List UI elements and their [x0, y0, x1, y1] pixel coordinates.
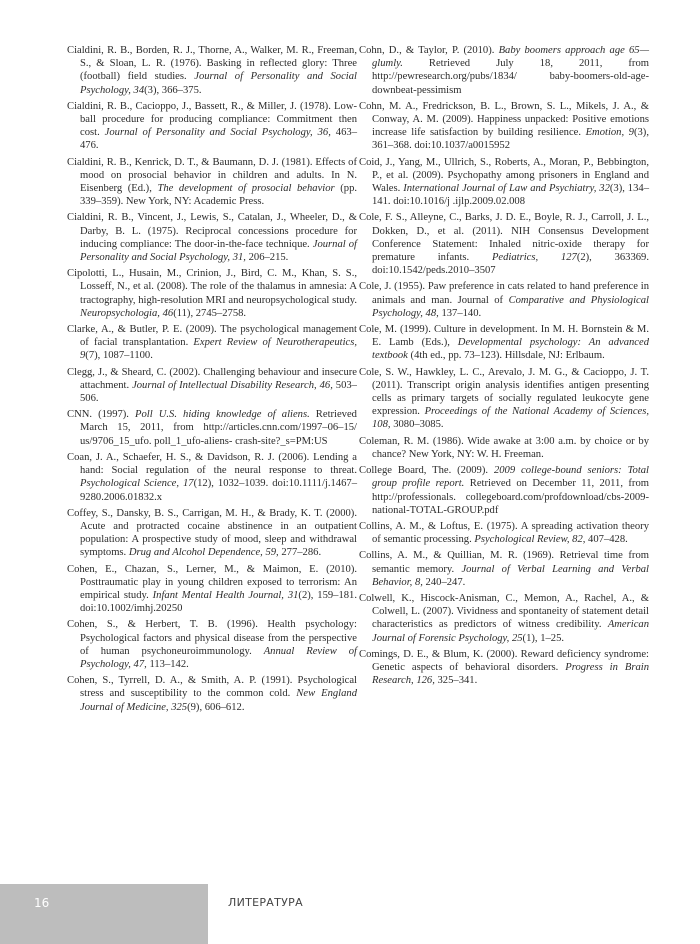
reference-details: (11), 2745–2758.: [173, 307, 247, 319]
reference-details: 137–140.: [438, 307, 482, 319]
reference-text: Colwell, K., Hiscock-Anisman, C., Memon, A., Rachel, A., & Colwell, L. (2007). Vividness and spontaneity of statement detail characteristics as predictors of witness credibility.: [359, 592, 649, 631]
reference-details: (3), 134–141. doi:10.1016/j .ijlp.2009.02.008: [372, 183, 649, 208]
reference-details: 113–142.: [146, 658, 189, 670]
reference-entry: [359, 648, 649, 688]
reference-entry: [67, 674, 357, 714]
reference-text: Clegg, J., & Sheard, C. (2002). Challenging behaviour and insecure attachment.: [67, 366, 357, 391]
reference-entry: [67, 408, 357, 448]
reference-source: 2009 college-bound seniors: Total group profile report.: [372, 465, 650, 490]
reference-source: Journal of Personality and Social Psychology, 34: [80, 71, 357, 96]
reference-entry: [359, 520, 649, 546]
reference-source: Baby boomers approach age 65—glumly.: [372, 45, 649, 70]
reference-source: Infant Mental Health Journal, 31: [152, 589, 299, 601]
section-title: ЛИТЕРАТУРА: [228, 896, 303, 909]
reference-details: (pp. 339–359). New York, NY: Academic Press.: [80, 183, 358, 208]
reference-source: Journal of Personality and Social Psychology, 31,: [80, 238, 357, 264]
reference-source: Annual Review of Psychology, 47,: [80, 645, 357, 670]
reference-entry: [67, 366, 357, 406]
reference-text: Cole, F. S., Alleyne, C., Barks, J. D. E., Boyle, R. J., Carroll, J. L., Dokken, D., et al. (2011). NIH Consensus Development Conference Statement: Inhaled nitric-oxide therapy for premature infants.: [359, 212, 649, 264]
reference-entry: [359, 211, 649, 277]
reference-text: Comings, D. E., & Blum, K. (2000). Reward deficiency syndrome: Genetic aspects of behavioral disorders.: [359, 648, 649, 673]
reference-details: 240–247.: [422, 576, 466, 588]
reference-source: Poll U.S. hiding knowledge of aliens.: [135, 409, 310, 421]
page-number: 16: [34, 896, 50, 910]
reference-details: 463–476.: [80, 127, 357, 152]
reference-entry: [359, 156, 649, 209]
reference-entry: [67, 211, 357, 264]
reference-details: 277–286.: [278, 547, 322, 559]
reference-source: Psychological Review, 82,: [474, 534, 586, 546]
reference-entry: [67, 451, 357, 504]
reference-details: Retrieved March 15, 2011, from http://articles.cnn.com/1997–06–15/ us/9706_15_ufo. poll_1_ufo-aliens- crash-site?_s=PM:US: [80, 409, 357, 447]
reference-source: Neuropsychologia, 46: [80, 307, 174, 319]
reference-entry: [359, 280, 649, 320]
reference-details: 206–215.: [245, 252, 289, 264]
reference-details: (2), 159–181. doi:10.1002/imhj.20250: [80, 589, 358, 615]
reference-entry: [359, 592, 649, 645]
reference-text: Cohn, M. A., Fredrickson, B. L., Brown, S. L., Mikels, J. A., & Conway, A. M. (2009). Happiness unpacked: Positive emotions increase life satisfaction by building resilience.: [359, 100, 649, 139]
reference-entry: [67, 563, 357, 616]
reference-details: (4th ed., pp. 73–123). Hillsdale, NJ: Erlbaum.: [407, 350, 605, 362]
reference-entry: [359, 44, 649, 97]
reference-source: Journal of Intellectual Disability Research, 46,: [132, 379, 333, 391]
reference-source: Comparative and Physiological Psychology, 48,: [372, 294, 649, 319]
reference-details: (12), 1032–1039. doi:10.1111/j.1467–9280.2006.01832.x: [80, 478, 357, 503]
reference-entry: [359, 100, 649, 153]
reference-details: (3), 366–375.: [144, 84, 202, 96]
reference-entry: [67, 267, 357, 320]
reference-text: Clarke, A., & Butler, P. E. (2009). The psychological management of facial transplantation.: [67, 324, 357, 349]
reference-details: Retrieved on December 11, 2011, from http://professionals. collegeboard.com/profdownload/cbs-2009-national-TOTAL-GROUP.pdf: [372, 478, 649, 516]
reference-details: (9), 606–612.: [187, 701, 245, 713]
reference-text: Coleman, R. M. (1986). Wide awake at 3:00 a.m. by choice or by chance? New York, NY: W. H. Freeman.: [359, 435, 649, 460]
reference-source: American Journal of Forensic Psychology, 25: [372, 619, 649, 644]
reference-details: (2), 363369. doi:10.1542/peds.2010–3507: [372, 252, 650, 277]
reference-text: Cialdini, R. B., Borden, R. J., Thorne, A., Walker, M. R., Freeman, S., & Sloan, L. R. (1976). Basking in reflected glory: Three (football) field studies.: [67, 45, 357, 83]
reference-text: College Board, The. (2009).: [359, 465, 494, 477]
reference-details: 503–506.: [80, 379, 357, 405]
reference-source: Progress in Brain Research, 126,: [372, 661, 649, 687]
references-column-left: [67, 44, 357, 717]
reference-details: (3), 361–368. doi:10.1037/a0015952: [372, 127, 649, 152]
reference-entry: [359, 549, 649, 589]
reference-text: Coffey, S., Dansky, B. S., Carrigan, M. H., & Brady, K. T. (2000). Acute and protracted cocaine abstinence in an outpatient population: A prospective study of mood, sleep and withdrawal symptoms.: [67, 507, 357, 559]
reference-entry: [67, 44, 357, 97]
reference-text: Cialdini, R. B., Vincent, J., Lewis, S., Catalan, J., Wheeler, D., & Darby, B. L. (1975). Reciprocal concessions procedure for inducing compliance: The door-in-the-face technique.: [67, 212, 357, 250]
reference-text: Cole, S. W., Hawkley, L. C., Arevalo, J. M. G., & Cacioppo, J. T. (2011). Transcript origin analysis identifies antigen presenting cells as primary targets of socially regulated leukocyte gene expression.: [359, 366, 649, 418]
reference-details: (1), 1–25.: [522, 632, 565, 644]
reference-text: CNN. (1997).: [67, 409, 136, 421]
reference-text: Cipolotti, L., Husain, M., Crinion, J., Bird, C. M., Khan, S. S., Losseff, N., et al. (2008). The role of the thalamus in amnesia: A tractography, high-resolution MRI and neuropsychological study.: [67, 268, 357, 306]
reference-entry: [67, 156, 357, 209]
reference-text: Cohen, S., & Herbert, T. B. (1996). Health psychology: Psychological factors and physical disease from the perspective of human psychoneuroimmunology.: [67, 619, 357, 657]
reference-source: New England Journal of Medicine, 325: [80, 688, 358, 713]
reference-details: 3080–3085.: [390, 419, 444, 431]
reference-source: Psychological Science, 17: [80, 478, 194, 490]
reference-source: Journal of Verbal Learning and Verbal Behavior, 8,: [372, 563, 649, 588]
reference-source: Expert Review of Neurotherapeutics, 9: [80, 337, 357, 362]
reference-source: Proceedings of the National Academy of Sciences, 108,: [372, 406, 649, 431]
reference-text: Cohen, S., Tyrrell, D. A., & Smith, A. P. (1991). Psychological stress and susceptibility to the common cold.: [67, 675, 357, 700]
reference-text: Collins, A. M., & Loftus, E. (1975). A spreading activation theory of semantic processing.: [359, 520, 649, 546]
reference-source: Journal of Personality and Social Psychology, 36,: [104, 127, 331, 139]
reference-text: Cialdini, R. B., Kenrick, D. T., & Baumann, D. J. (1981). Effects of mood on prosocial behavior in children and adults. In N. Eisenberg (Ed.),: [67, 156, 357, 195]
references-column-right: [359, 44, 649, 690]
reference-text: Coan, J. A., Schaefer, H. S., & Davidson, R. J. (2006). Lending a hand: Social regulation of the neural response to threat.: [67, 451, 357, 477]
reference-text: Cialdini, R. B., Cacioppo, J., Bassett, R., & Miller, J. (1978). Low-ball procedure for producing compliance: Commitment then cost.: [67, 100, 357, 139]
reference-entry: [67, 507, 357, 560]
reference-details: 325–341.: [434, 675, 478, 687]
reference-source: Emotion, 9: [585, 127, 634, 139]
reference-text: Cohen, E., Chazan, S., Lerner, M., & Maimon, E. (2010). Posttraumatic play in young children exposed to terrorism: An empirical study.: [67, 563, 357, 601]
page-footer: [0, 884, 700, 944]
reference-details: (7), 1087–1100.: [85, 350, 153, 362]
reference-source: The development of prosocial behavior: [157, 183, 335, 195]
reference-entry: [67, 323, 357, 363]
reference-details: Retrieved July 18, 2011, from http://pewresearch.org/pubs/1834/ baby-boomers-old-age-downbeat-pessimism: [372, 58, 649, 96]
reference-source: Pediatrics, 127: [491, 252, 577, 264]
reference-source: Developmental psychology: An advanced textbook: [372, 337, 649, 362]
reference-source: International Journal of Law and Psychiatry, 32: [403, 183, 610, 195]
reference-text: Cole, M. (1999). Culture in development. In M. H. Bornstein & M. E. Lamb (Eds.),: [359, 324, 649, 349]
reference-text: Coid, J., Yang, M., Ullrich, S., Roberts, A., Moran, P., Bebbington, P., et al. (2009). Psychopathy among prisoners in England and Wales.: [359, 156, 649, 195]
reference-source: Drug and Alcohol Dependence, 59,: [128, 547, 279, 559]
reference-text: Cohn, D., & Taylor, P. (2010).: [359, 45, 499, 56]
reference-entry: [67, 618, 357, 671]
reference-entry: [359, 464, 649, 517]
reference-entry: [67, 100, 357, 153]
page-number-box: [0, 884, 208, 944]
reference-entry: [359, 323, 649, 363]
reference-entry: [359, 366, 649, 432]
reference-text: Collins, A. M., & Quillian, M. R. (1969). Retrieval time from semantic memory.: [359, 550, 649, 575]
reference-details: 407–428.: [585, 534, 628, 546]
reference-entry: [359, 435, 649, 461]
reference-text: Cole, J. (1955). Paw preference in cats related to hand preference in animals and man. Journal of: [359, 281, 649, 306]
